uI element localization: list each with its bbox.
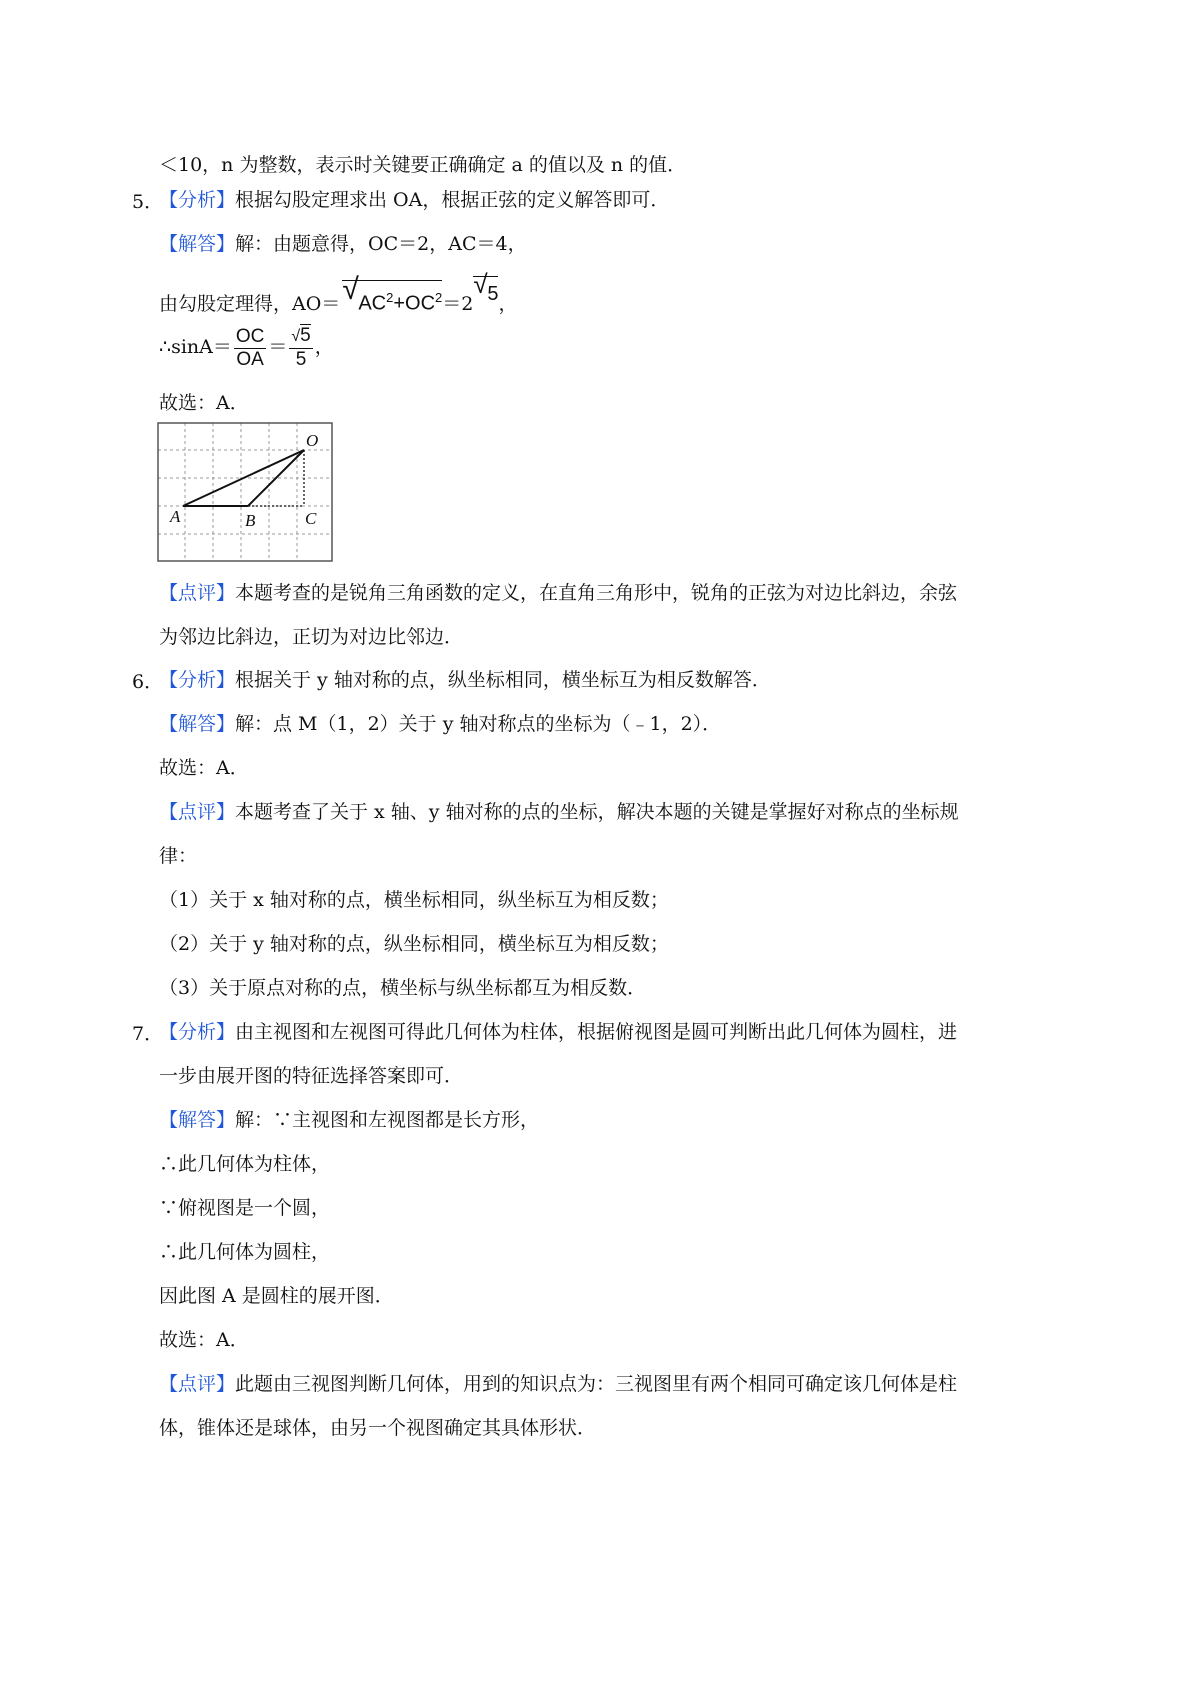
- fraction-oc-oa: [234, 326, 267, 371]
- rule-line: （2）关于 y 轴对称的点，纵坐标相同，横坐标互为相反数；: [159, 933, 669, 955]
- comment-text: 本题考查了关于 x 轴、y 轴对称的点的坐标，解决本题的关键是掌握好对称点的坐标规: [235, 801, 959, 823]
- radicand: 5: [300, 325, 311, 346]
- solution-line: [159, 231, 527, 257]
- solution-line: [159, 1107, 539, 1133]
- solution-text: 解：由题意得，OC＝2，AC＝4，: [235, 233, 527, 255]
- solution-tag: 【解答】: [159, 713, 236, 735]
- radical-term-ac: AC: [358, 293, 387, 315]
- radical-expression: [342, 273, 443, 321]
- choice-line: 故选：A．: [159, 392, 249, 414]
- solution-text: 解：∵主视图和左视图都是长方形，: [235, 1109, 540, 1131]
- comment-line: [159, 1371, 957, 1397]
- solution-line: [159, 711, 721, 737]
- radical-exp-1: 2: [386, 290, 394, 306]
- numerator: [289, 325, 312, 349]
- radical-sign: √: [473, 269, 488, 299]
- radical-exp-2: 2: [435, 290, 443, 306]
- fraction-root5-5: [289, 325, 312, 371]
- radicand: 5: [487, 283, 499, 305]
- label-a: A: [170, 507, 181, 526]
- step-line: 因此图 A 是圆柱的展开图．: [159, 1285, 394, 1307]
- comma: ，: [498, 293, 518, 315]
- sine-line: [159, 322, 334, 372]
- pythagoras-line: [159, 269, 518, 321]
- label-o: O: [306, 431, 319, 450]
- solution-tag: 【解答】: [159, 1109, 236, 1131]
- sine-prefix: ∴sinA＝: [159, 336, 232, 358]
- solution-text: 解：点 M（1，2）关于 y 轴对称点的坐标为（﹣1，2）．: [235, 713, 722, 735]
- text-line: ＜10，n 为整数，表示时关键要正确确定 a 的值以及 n 的值．: [159, 154, 687, 176]
- comment-text: 此题由三视图判断几何体，用到的知识点为：三视图里有两个相同可确定该几何体是柱: [235, 1373, 958, 1395]
- analysis-line: [159, 667, 771, 693]
- analysis-tag: 【分析】: [159, 669, 236, 691]
- result-prefix: ＝2: [442, 293, 474, 315]
- radical-sign: √: [342, 273, 359, 307]
- choice-line: 故选：A．: [159, 1329, 249, 1351]
- question-number: 5．: [132, 191, 164, 213]
- comment-text: 本题考查的是锐角三角函数的定义，在直角三角形中，锐角的正弦为对边比斜边，余弦: [235, 582, 958, 604]
- analysis-text: 由主视图和左视图可得此几何体为柱体，根据俯视图是圆可判断出此几何体为圆柱，进: [235, 1021, 958, 1043]
- equals: ＝: [268, 336, 288, 358]
- comment-line: 体，锥体还是球体，由另一个视图确定其具体形状．: [159, 1417, 597, 1439]
- rule-line: （3）关于原点对称的点，横坐标与纵坐标都互为相反数．: [159, 977, 647, 999]
- numerator: OC: [235, 325, 265, 347]
- comment-line: [159, 799, 959, 825]
- sqrt-five: [473, 269, 499, 311]
- analysis-text: 根据勾股定理求出 OA，根据正弦的定义解答即可．: [235, 189, 670, 211]
- step-line: ∵俯视图是一个圆，: [159, 1197, 331, 1219]
- analysis-tag: 【分析】: [159, 1021, 236, 1043]
- choice-line: 故选：A．: [159, 757, 249, 779]
- comment-line: 律：: [159, 845, 198, 867]
- comment-tag: 【点评】: [159, 1373, 236, 1395]
- comment-tag: 【点评】: [159, 582, 236, 604]
- step-line: ∴此几何体为柱体，: [159, 1153, 331, 1175]
- comment-line: 为邻边比斜边，正切为对边比邻边．: [159, 626, 464, 648]
- label-c: C: [305, 509, 317, 528]
- step-line: ∴此几何体为圆柱，: [159, 1241, 331, 1263]
- comma: ，: [314, 336, 334, 358]
- grid-figure: [157, 422, 333, 562]
- rule-line: （1）关于 x 轴对称的点，横坐标相同，纵坐标互为相反数；: [159, 889, 669, 911]
- denominator: 5: [295, 349, 307, 370]
- analysis-tag: 【分析】: [159, 189, 236, 211]
- comment-tag: 【点评】: [159, 801, 236, 823]
- solution-tag: 【解答】: [159, 233, 236, 255]
- comment-line: [159, 580, 957, 606]
- radical-term-oc: +OC: [393, 293, 436, 315]
- question-number: 6．: [132, 671, 164, 693]
- analysis-line: [159, 187, 669, 213]
- label-b: B: [245, 511, 256, 530]
- question-number: 7．: [132, 1023, 164, 1045]
- analysis-text: 根据关于 y 轴对称的点，纵坐标相同，横坐标互为相反数解答．: [235, 669, 771, 691]
- analysis-line: 一步由展开图的特征选择答案即可．: [159, 1065, 464, 1087]
- analysis-line: [159, 1019, 957, 1045]
- radical-sign: √: [291, 328, 301, 345]
- denominator: OA: [236, 348, 264, 370]
- pythagoras-prefix: 由勾股定理得，AO＝: [159, 293, 341, 315]
